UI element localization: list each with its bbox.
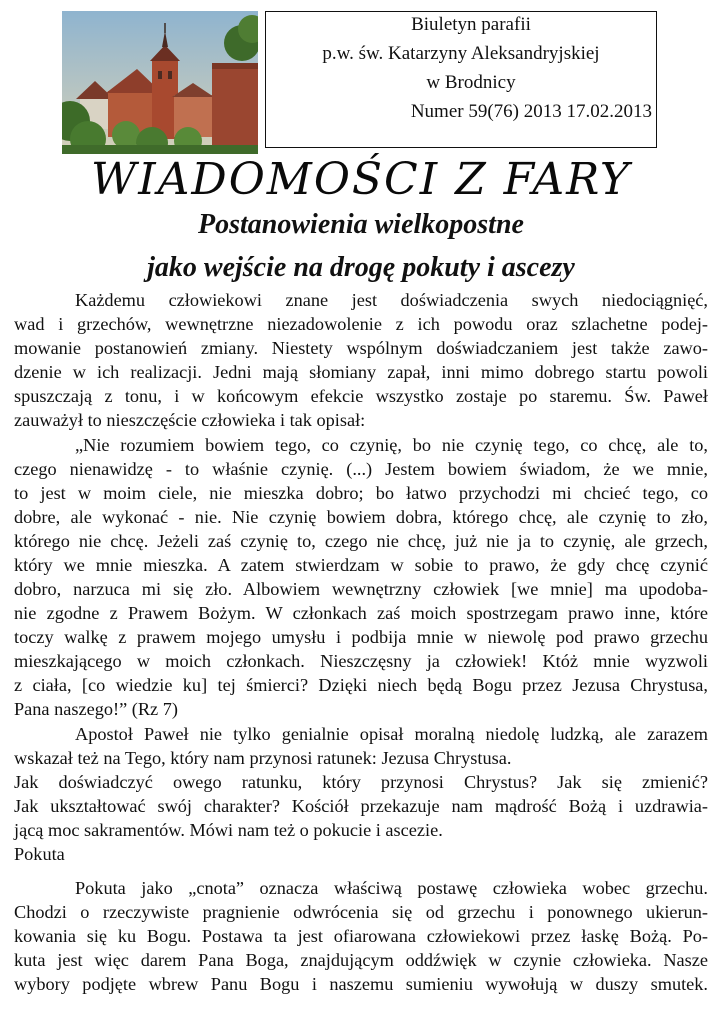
issue-number: Numer 59(76) 2013 17.02.2013 — [410, 101, 652, 122]
body-line: kuta jest więc darem Pana Boga, znajdującym oddźwięk w czynie człowieka. Nasze — [14, 950, 708, 970]
quote-line: Pana naszego!” (Rz 7) — [14, 699, 178, 719]
bulletin-title: Biuletyn parafii — [411, 14, 531, 35]
body-line: jącą moc sakramentów. Mówi nam też o pokucie i ascezie. — [14, 820, 443, 840]
body-line: Pokuta jako „cnota” oznacza właściwą postawę człowieka wobec grzechu. — [75, 878, 708, 898]
body-line: wybory podjęte wbrew Panu Bogu i naszemu sumieniu wywołują w duszy smutek. — [14, 974, 708, 994]
body-line: spuszczają z tonu, i w końcowym efekcie wszystko zostaje po staremu. Św. Paweł — [14, 386, 708, 406]
body-line: Chodzi o rzeczywiste pragnienie odwrócenia się od grzechu i ponownego ukierun- — [14, 902, 708, 922]
article-headline-line-1: Postanowienia wielkopostne — [198, 209, 524, 240]
body-line: dzenie w ich realizacji. Jedni mają słomiany zapał, inni mimo dobrego startu powoli — [14, 362, 708, 382]
parish-name: p.w. św. Katarzyny Aleksandryjskiej — [322, 43, 600, 64]
parish-town: w Brodnicy — [426, 72, 516, 93]
body-line: mowanie postanowień zmiany. Niestety wspólnym doświadczaniem jest także zawo- — [14, 338, 708, 358]
body-line: Każdemu człowiekowi znane jest doświadczenia swych niedociągnięć, — [75, 290, 708, 310]
body-line: kowania się ku Bogu. Postawa ta jest ofiarowana człowiekowi przez łaskę Bożą. Po- — [14, 926, 708, 946]
section-heading-pokuta: Pokuta — [14, 844, 65, 864]
quote-line: dobro, narzuca mi się zło. Albowiem wewnętrzny człowiek [we mnie] ma upodoba- — [14, 579, 708, 599]
body-line: wskazał też na Tego, który nam przynosi ratunek: Jezusa Chrystusa. — [14, 748, 512, 768]
quote-line: nie zgodne z Prawem Bożym. W członkach zaś moich spostrzegam prawo inne, które — [14, 603, 708, 623]
body-line: Apostoł Paweł nie tylko genialnie opisał moralną niedolę ludzką, ale zarazem — [75, 724, 708, 744]
quote-line: dobre, ale wykonać - nie. Nie czynię bowiem dobra, którego chcę, ale czynię to zło, — [14, 507, 708, 527]
quote-line: „Nie rozumiem bowiem tego, co czynię, bo nie czynię tego, co chcę, ale to, — [75, 435, 708, 455]
quote-line: mieszkającego w moich członkach. Nieszczęsny ja człowiek! Któż mnie wyzwoli — [14, 651, 708, 671]
quote-line: toczy walkę z prawem mojego umysłu i podbija mnie w niewolę pod prawo grzechu — [14, 627, 708, 647]
body-line: Jak ukształtować swój charakter? Kościół przekazuje nam mądrość Bożą i uzdrawia- — [14, 796, 708, 816]
quote-line: z ciała, [co wiedzie ku] tej śmierci? Dzięki niech będą Bogu przez Jezusa Chrystusa, — [14, 675, 708, 695]
article-headline-line-2: jako wejście na drogę pokuty i ascezy — [147, 252, 575, 283]
quote-line: który we mnie mieszka. A zatem stwierdzam w sobie to prawo, że gdy chcę czynić — [14, 555, 708, 575]
quote-line: którego nie chcę. Jeżeli zaś czynię to, czego nie chcę, już nie ja to czynię, ale grzech, — [14, 531, 708, 551]
body-line: Jak doświadczyć owego ratunku, który przynosi Chrystus? Jak się zmienić? — [14, 772, 708, 792]
church-photo — [62, 11, 258, 154]
quote-line: czego nienawidzę - to właśnie czynię. (...) Jestem bowiem świadom, że we mnie, — [14, 459, 708, 479]
bulletin-info-box — [265, 11, 657, 148]
masthead-title: WIADOMOŚCI Z FARY — [91, 154, 631, 205]
body-line: zauważył to nieszczęście człowieka i tak opisał: — [14, 410, 366, 430]
quote-line: to jest w moim ciele, nie mieszka dobro; bo łatwo przychodzi mi chcieć tego, co — [14, 483, 708, 503]
body-line: wad i grzechów, wewnętrzne niezadowolenie z ich powodu oraz szlachetne podej- — [14, 314, 708, 334]
